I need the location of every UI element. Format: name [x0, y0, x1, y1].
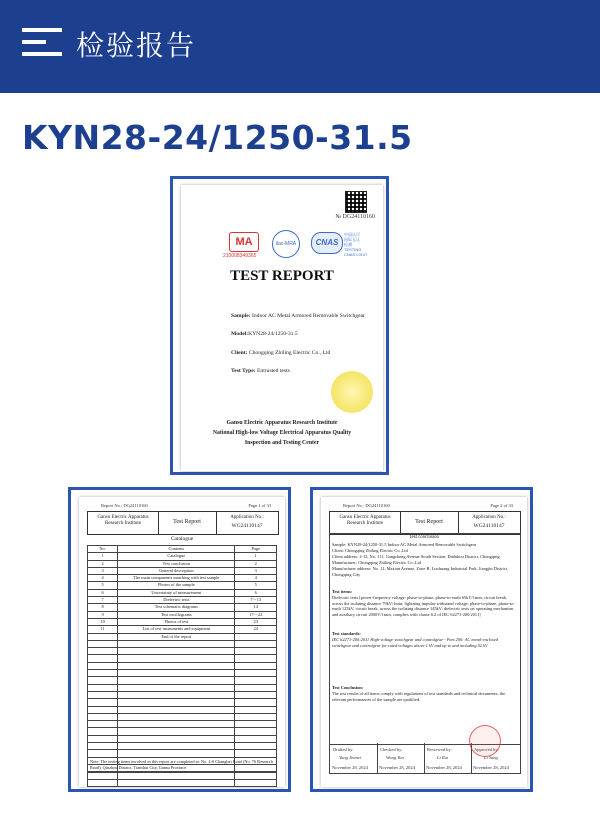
institute-line-1: Gansu Electric Apparatus Research Institute	[226, 420, 338, 426]
conclusion-client-address: Client address: 2-12, No. 111, Gangcheng Avenue South Section, Dadukou District, Chongqing	[332, 554, 500, 559]
approved-label: Approved by:	[474, 747, 499, 752]
table-row: 1 Catalogue 1	[88, 553, 277, 560]
conclusion-section-title: Test conclusion	[409, 535, 439, 540]
cnas-side-text: 中国认可 国际互认 检测 TESTING CNAS L0107	[344, 232, 368, 257]
cover-test-type: Test Type: Entrusted tests	[231, 368, 290, 374]
cover-report-no: № DG24110160	[335, 214, 375, 220]
catalogue-paper	[79, 497, 285, 787]
institute-line-2: National High-low Voltage Electrical Apparatus Quality	[212, 430, 352, 436]
test-standards-text: IEC 62271-200:2011 High-voltage switchgear and controlgear - Part 200: AC metal-enclosed switchgear and controlgear for rated voltages above 1 kV and up to and including 52 kV	[332, 637, 499, 648]
ilac-logo-icon: ilac-MRA	[272, 230, 300, 258]
table-row: 7 Dielectric tests 7～13	[88, 597, 277, 604]
table-row: 2 Test conclusion 2	[88, 560, 277, 567]
catalogue-page-image[interactable]	[68, 487, 291, 792]
table-row: 3 General description 3	[88, 567, 277, 574]
seal-stamp	[331, 371, 373, 413]
cover-sample: Sample: Indoor AC Metal Armored Removable Switchgear	[231, 313, 365, 319]
catalogue-doc-title: Test Report	[173, 519, 201, 525]
catalogue-page-number: Page 1 of 33	[248, 503, 271, 508]
table-row: End of the report	[88, 633, 277, 640]
product-model: KYN28-24/1250-31.5	[22, 118, 413, 157]
test-conclusion-text: The test results of all items comply with regulations of test standards and technical documents; the relevant performances of the sample are qualified.	[332, 691, 506, 702]
checked-label: Checked by:	[380, 747, 403, 752]
checked-date: November 28, 2024	[379, 765, 415, 770]
conclusion-paper	[321, 497, 527, 787]
institute-line-3: Inspection and Testing Center	[244, 440, 320, 446]
catalogue-institute: Gansu Electric Apparatus Research Institute	[97, 515, 149, 526]
table-row: 10 Photos of test 23	[88, 618, 277, 625]
conclusion-app-no: WG24110147	[473, 523, 505, 529]
reviewed-label: Reviewed by:	[427, 747, 452, 752]
red-seal-stamp	[469, 725, 501, 757]
catalogue-app-no: WG24110147	[231, 523, 263, 529]
conclusion-page-number: Page 2 of 33	[490, 503, 513, 508]
conclusion-sample: Sample: KYN28-24/1250-31.5 Indoor AC Metal Armored Removable Switchgear	[332, 542, 477, 547]
catalogue-section-title: Catalogue	[170, 536, 194, 542]
drafted-signature: Yang Jinmei	[339, 755, 361, 760]
page-title: 检验报告	[76, 29, 197, 62]
conclusion-manufacturer-address: Manufacturer address: No. 12, Maxian Avenue, Zone B, Luohuang Industrial Park, Jiangjin District, Chongqing City	[332, 566, 508, 577]
approved-date: November 28, 2024	[473, 765, 509, 770]
table-row: 5 Photos of the sample 5	[88, 582, 277, 589]
cover-client: Client: Chongqing Zhiling Electric Co., Ltd	[231, 350, 331, 356]
menu-icon[interactable]	[22, 28, 62, 56]
qr-code-icon	[345, 191, 367, 213]
conclusion-doc-title: Test Report	[415, 519, 443, 525]
test-conclusion-label: Test Conclusion:	[332, 685, 364, 690]
test-items-label: Test items:	[332, 589, 353, 594]
cover-model: Model:KYN28-24/1250-31.5	[231, 331, 298, 337]
conclusion-page-image[interactable]	[310, 487, 533, 792]
page-header	[0, 0, 600, 93]
conclusion-institute: Gansu Electric Apparatus Research Institute	[339, 515, 391, 526]
conclusion-client: Client: Chongqing Zhiling Electric Co.,Ltd	[332, 548, 408, 553]
reviewed-signature: Li Rui	[437, 755, 449, 760]
test-items-text: Dielectric tests [power-frequency voltage: phase-to-phase, phase-to-earth 65kV/1min, circuit break, across the isolating distance 79kV/1min; lightning impulse withstand voltage: phase-to-phase, phase-to-earth 125kV, circuit break, across the isolating distance 145kV; dielectric tests on operating mechanism and auxiliary circuit 2000V/1min, complies with clause 6.2 of IEC 62271-200:2011]	[332, 595, 515, 617]
catalogue-header-box	[87, 511, 279, 535]
conclusion-header-box	[329, 511, 521, 535]
drafted-label: Drafted by:	[333, 747, 354, 752]
table-row: 8 Test schematic diagrams 14	[88, 604, 277, 611]
cma-number: 210008349365	[223, 253, 257, 259]
conclusion-report-no: Report No.: DG24110160	[343, 503, 390, 508]
approved-signature: Li Yang	[484, 755, 498, 760]
test-standards-label: Test standards:	[332, 631, 361, 636]
catalogue-table: No. Contents Page 1 Catalogue 1 2 Test conclusion 2 3 General description 3 4 The main components matching with test sample 4 5 Photos of the sample 5 6 Uncertainty of measurement 6 7 Dielectric tests 7～13 8 Test schematic diagrams 14 9 Test oscillograms 17～22 10 Photos of test 23 11 List of test instruments and equipment 24 End of the report	[87, 545, 277, 787]
catalogue-report-no: Report No.: DG24110160	[101, 503, 148, 508]
checked-signature: Wang Yun	[386, 755, 404, 760]
cover-page-image[interactable]	[170, 176, 389, 475]
conclusion-app-label: Application No.:	[472, 515, 506, 520]
drafted-date: November 28, 2024	[332, 765, 368, 770]
table-row: 9 Test oscillograms 17～22	[88, 611, 277, 618]
table-row: 6 Uncertainty of measurement 6	[88, 589, 277, 596]
reviewed-date: November 28, 2024	[426, 765, 462, 770]
cnas-logo-icon: CNAS	[311, 232, 343, 254]
conclusion-manufacturer: Manufacturer: Chongqing Zhiling Electric Co.,Ltd	[332, 560, 422, 565]
cma-logo-icon: MA	[229, 232, 259, 252]
table-row: 11 List of test instruments and equipment 24	[88, 626, 277, 633]
cover-paper	[181, 185, 383, 471]
catalogue-app-label: Application No.:	[230, 515, 264, 520]
cover-title: TEST REPORT	[230, 268, 334, 284]
catalogue-footer-note: Note: The testing items involved in this report are completed at: No. 4-6 Changbei Road (No. 76 Research Road), Qinzhou District, Tianshui City, Gansu Province.	[87, 757, 277, 773]
table-row: 4 The main components matching with test sample 4	[88, 575, 277, 582]
